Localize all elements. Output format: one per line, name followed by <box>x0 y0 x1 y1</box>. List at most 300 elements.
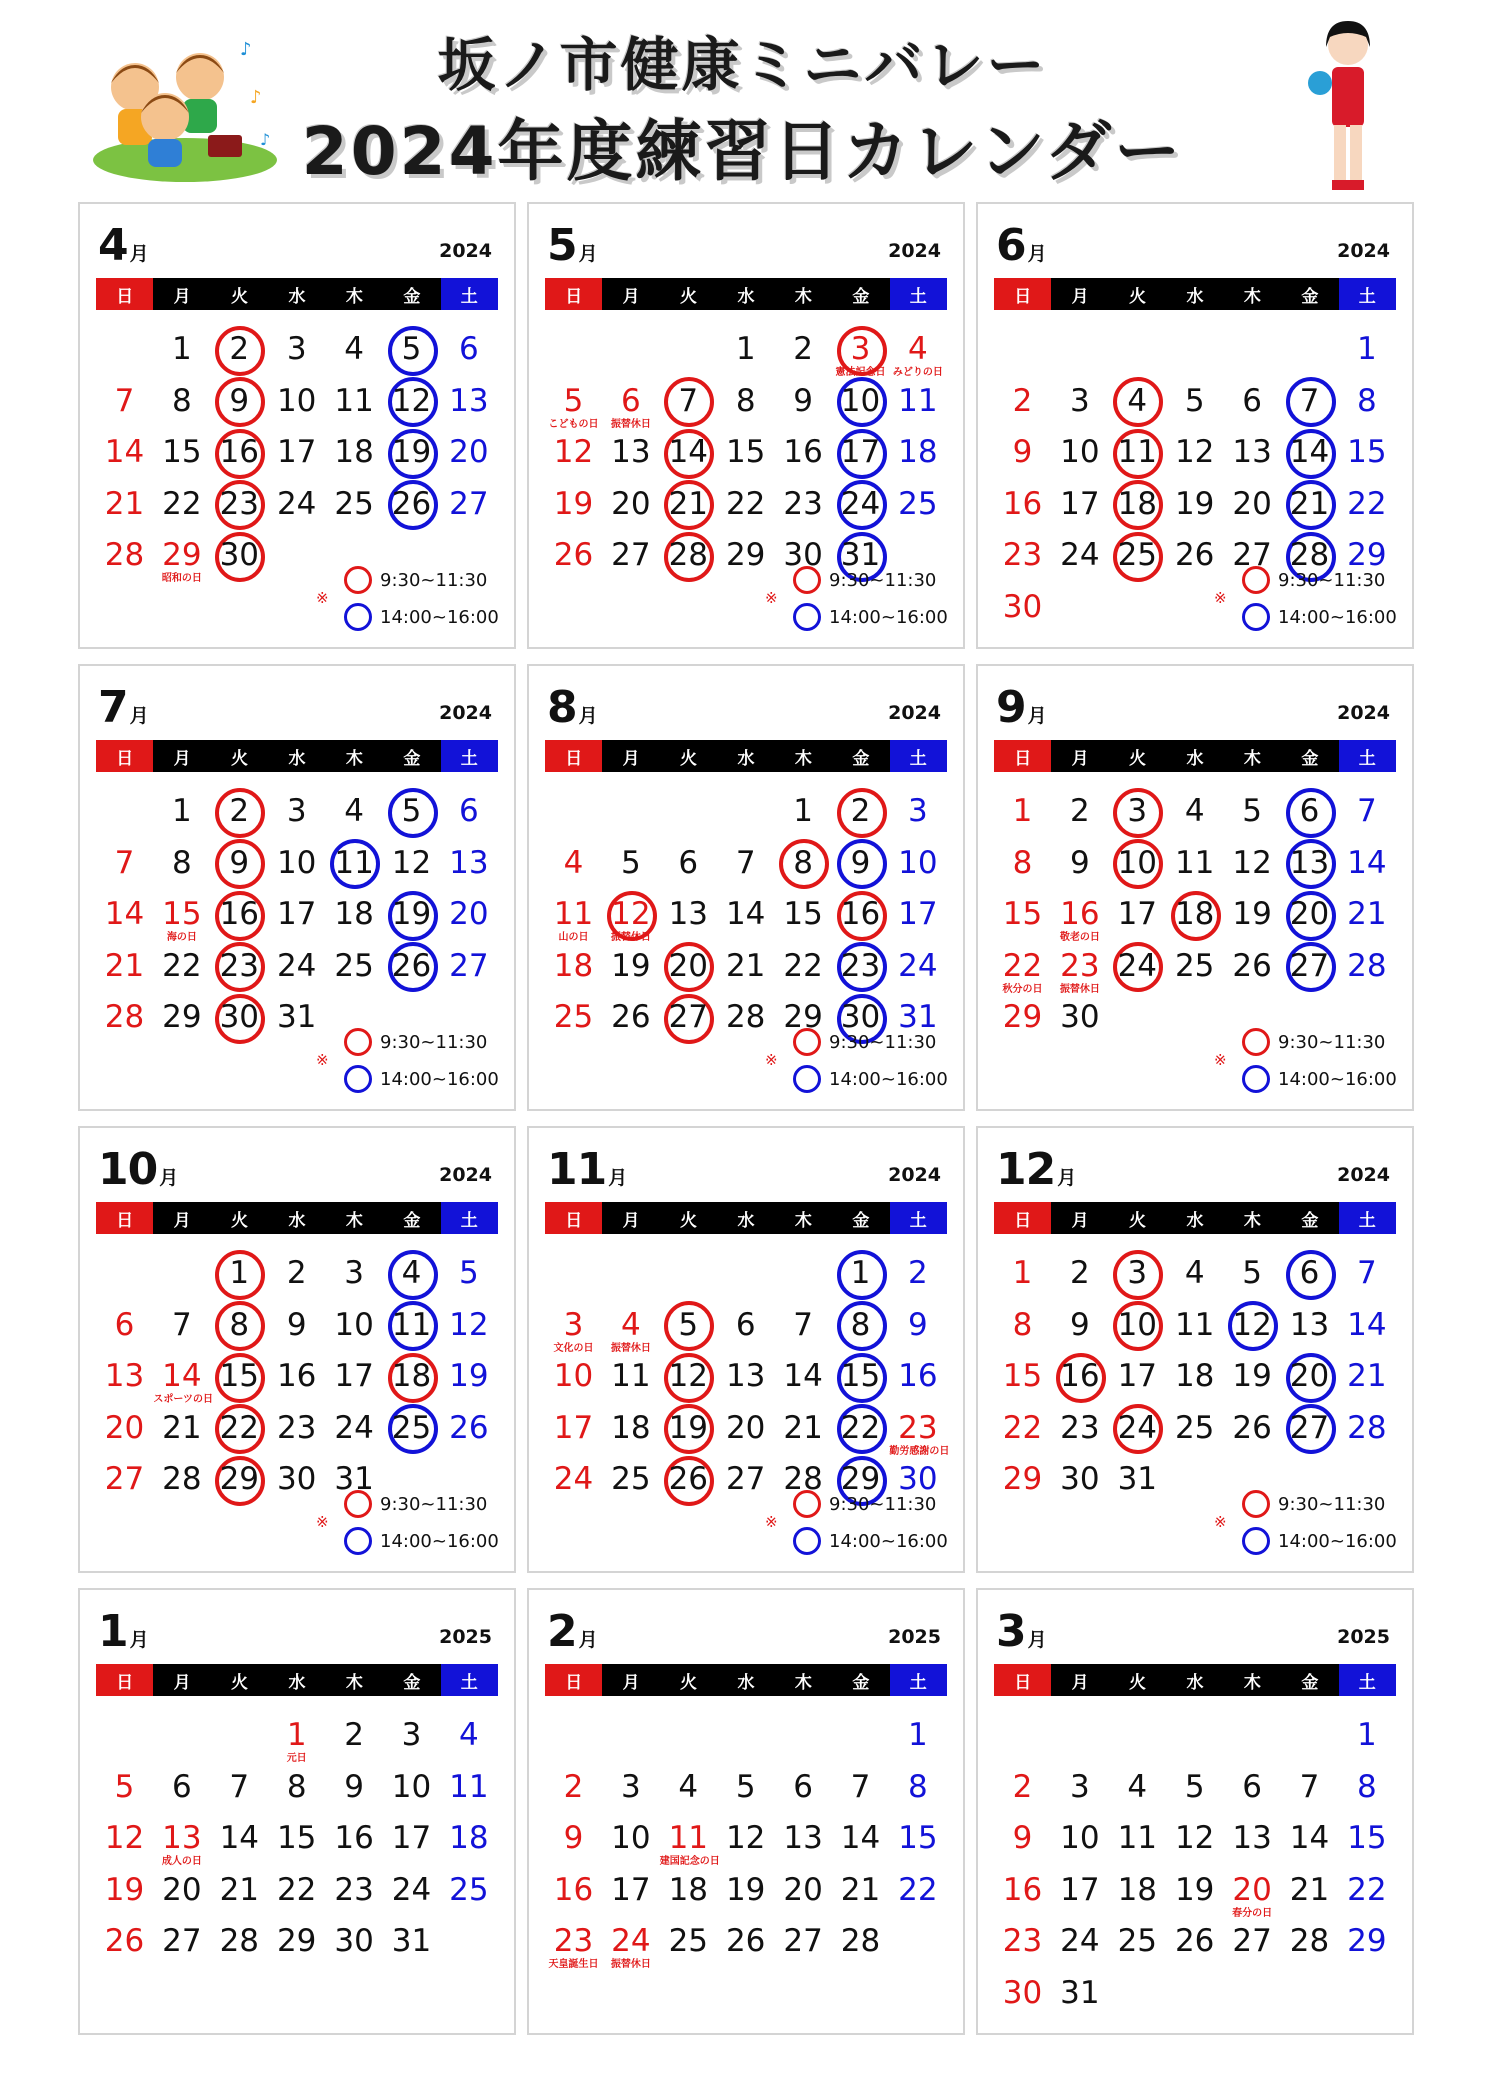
day-number: 27 <box>1289 947 1330 984</box>
weekday-label: 水 <box>268 1664 325 1696</box>
day-cell <box>268 1351 325 1402</box>
day-cell <box>994 1351 1051 1402</box>
day-cell <box>1109 786 1166 837</box>
day-cell <box>211 427 268 478</box>
day-number: 6 <box>1299 793 1320 829</box>
holiday-label: 振替休日 <box>610 1342 651 1354</box>
weekday-label: 水 <box>1166 278 1223 310</box>
weekday-label: 木 <box>775 1664 832 1696</box>
day-number: 9 <box>1012 1820 1033 1857</box>
day-number: 7 <box>114 844 135 881</box>
month-title <box>547 682 598 732</box>
day-cell <box>1281 1300 1338 1351</box>
day-number: 23 <box>553 1923 594 1960</box>
day-number: 9 <box>229 844 250 881</box>
day-cell <box>889 427 946 478</box>
day-cell <box>383 1300 440 1351</box>
legend-morning <box>1242 1025 1385 1059</box>
header <box>0 0 1485 200</box>
weekday-label: 火 <box>1109 740 1166 772</box>
day-cell <box>717 1300 774 1351</box>
holiday-label: 春分の日 <box>1232 1907 1273 1919</box>
day-cell <box>211 889 268 940</box>
svg-text:♪: ♪ <box>240 39 252 60</box>
day-number: 26 <box>449 1409 489 1446</box>
day-number: 9 <box>563 1820 584 1857</box>
day-cell <box>1281 1248 1338 1299</box>
month-calendar <box>976 1126 1414 1573</box>
day-number: 30 <box>783 537 823 574</box>
weekday-label: 土 <box>890 1202 947 1234</box>
month-calendar <box>78 1588 516 2035</box>
day-cell <box>96 1813 153 1864</box>
holiday-label: みどりの日 <box>892 367 943 378</box>
afternoon-time: 14:00~16:00 <box>1278 1068 1397 1090</box>
day-cell <box>1166 889 1223 940</box>
holiday-label: 天皇誕生日 <box>548 1959 599 1971</box>
day-cell <box>153 1865 210 1916</box>
weekday-header <box>545 278 947 310</box>
month-calendar <box>976 664 1414 1111</box>
day-cell <box>268 479 325 530</box>
day-cell <box>268 1403 325 1454</box>
day-cell <box>832 941 889 992</box>
note-mark: ※ <box>1214 1513 1227 1531</box>
day-cell <box>602 1403 659 1454</box>
day-cell <box>153 530 210 585</box>
weekday-label: 木 <box>326 278 383 310</box>
weekday-label: 日 <box>545 740 602 772</box>
day-number: 19 <box>1232 896 1272 933</box>
day-cell <box>775 324 832 375</box>
day-cell <box>775 1300 832 1351</box>
day-cell <box>602 1813 659 1864</box>
day-cell <box>832 1865 889 1916</box>
day-number: 7 <box>1357 793 1377 829</box>
day-cell <box>1051 941 1108 995</box>
weekday-label: 月 <box>602 740 659 772</box>
day-number: 24 <box>840 485 881 522</box>
day-number: 4 <box>344 793 364 829</box>
note-mark: ※ <box>1214 589 1227 607</box>
day-cell <box>326 1351 383 1402</box>
day-number: 30 <box>1060 1461 1100 1498</box>
weekday-label: 金 <box>832 278 889 310</box>
time-legend <box>1202 563 1402 637</box>
day-cell <box>1224 1813 1281 1864</box>
weekday-label: 月 <box>602 1664 659 1696</box>
day-cell <box>1166 1403 1223 1454</box>
day-number: 28 <box>668 537 709 574</box>
day-cell <box>1051 1351 1108 1402</box>
day-number: 28 <box>104 999 145 1036</box>
day-cell <box>211 1865 268 1916</box>
day-number: 21 <box>1347 896 1387 933</box>
day-number: 15 <box>1347 434 1387 471</box>
day-number: 4 <box>1184 793 1205 829</box>
day-cell <box>268 889 325 940</box>
weekday-label: 火 <box>211 1202 268 1234</box>
day-cell <box>1224 786 1281 837</box>
day-number: 22 <box>276 1871 317 1908</box>
legend-morning <box>344 563 487 597</box>
day-cell <box>994 376 1051 427</box>
day-cell <box>1051 1248 1108 1299</box>
time-legend <box>753 563 953 637</box>
month-number: 8 <box>547 682 577 733</box>
day-cell <box>1166 1916 1223 1967</box>
day-cell <box>1166 1865 1223 1916</box>
day-number: 12 <box>104 1820 145 1857</box>
day-cell <box>994 1454 1051 1505</box>
day-cell <box>211 941 268 992</box>
weekday-label: 水 <box>268 740 325 772</box>
day-number: 10 <box>898 844 938 881</box>
weekday-label: 火 <box>1109 278 1166 310</box>
legend-afternoon <box>793 1062 948 1096</box>
day-number: 10 <box>1117 844 1158 881</box>
day-number: 23 <box>840 947 881 984</box>
day-cell <box>545 1865 602 1916</box>
blue-circle-icon <box>1242 1065 1270 1093</box>
weekday-label: 水 <box>717 740 774 772</box>
day-cell <box>832 1813 889 1864</box>
weekday-label: 木 <box>775 278 832 310</box>
month-calendar <box>976 202 1414 649</box>
day-cell <box>153 941 210 992</box>
note-mark: ※ <box>316 589 329 607</box>
day-number: 27 <box>162 1923 202 1960</box>
day-cell <box>717 1865 774 1916</box>
day-number: 19 <box>668 1409 709 1446</box>
holiday-label: 元日 <box>286 1753 307 1764</box>
day-cell <box>1224 1248 1281 1299</box>
day-cell <box>602 941 659 992</box>
day-number: 16 <box>553 1871 594 1908</box>
day-number: 12 <box>1232 1306 1272 1343</box>
weekday-label: 月 <box>153 278 210 310</box>
month-number: 5 <box>547 220 577 271</box>
day-cell <box>1051 1762 1108 1813</box>
month-suffix: 月 <box>129 243 149 265</box>
day-number: 27 <box>449 485 489 522</box>
day-number: 3 <box>1127 1255 1148 1291</box>
day-number: 9 <box>908 1306 928 1343</box>
day-number: 30 <box>219 537 260 574</box>
day-cell <box>1051 1454 1108 1505</box>
day-number: 2 <box>1070 793 1090 829</box>
legend-afternoon <box>1242 600 1397 634</box>
day-number: 18 <box>611 1409 651 1446</box>
day-number: 11 <box>1117 1820 1158 1857</box>
day-number: 29 <box>840 1461 881 1498</box>
weekday-label: 月 <box>153 1202 210 1234</box>
month-calendar <box>78 1126 516 1573</box>
year-label: 2024 <box>439 702 492 724</box>
day-number: 28 <box>1289 1923 1330 1960</box>
day-cell <box>602 479 659 530</box>
note-mark: ※ <box>316 1051 329 1069</box>
month-calendar <box>78 664 516 1111</box>
day-number: 5 <box>1242 1255 1262 1291</box>
day-number: 7 <box>1357 1255 1377 1291</box>
day-number: 12 <box>1174 434 1215 471</box>
day-number: 13 <box>668 896 709 933</box>
day-cell <box>1051 479 1108 530</box>
day-number: 17 <box>1117 1358 1158 1395</box>
day-cell <box>602 838 659 889</box>
day-cell <box>96 1454 153 1505</box>
weekday-label: 金 <box>383 278 440 310</box>
weekday-label: 土 <box>890 740 947 772</box>
month-title <box>98 220 149 270</box>
day-number: 5 <box>1242 793 1262 829</box>
day-cell <box>1281 427 1338 478</box>
day-cell <box>889 1300 946 1351</box>
weekday-label: 水 <box>717 1202 774 1234</box>
day-number: 1 <box>172 793 192 829</box>
day-cell <box>1281 941 1338 992</box>
weekday-label: 月 <box>602 278 659 310</box>
day-cell <box>96 1762 153 1813</box>
day-cell <box>545 376 602 430</box>
day-cell <box>1338 1403 1395 1454</box>
blue-circle-icon <box>344 603 372 631</box>
day-cell <box>889 838 946 889</box>
day-cell <box>1051 838 1108 889</box>
blue-circle-icon <box>1242 603 1270 631</box>
day-number: 24 <box>276 485 317 522</box>
day-cell <box>660 376 717 427</box>
day-number: 3 <box>621 1768 641 1805</box>
day-cell <box>545 992 602 1043</box>
day-number: 5 <box>1184 1768 1205 1805</box>
time-legend <box>753 1025 953 1099</box>
legend-afternoon <box>344 600 499 634</box>
day-number: 3 <box>344 1255 364 1291</box>
weekday-label: 火 <box>660 278 717 310</box>
day-number: 22 <box>162 947 202 984</box>
day-cell <box>383 1813 440 1864</box>
day-number: 13 <box>162 1820 202 1857</box>
day-number: 16 <box>1060 1358 1100 1395</box>
weekday-label: 水 <box>268 278 325 310</box>
day-cell <box>1224 376 1281 427</box>
legend-afternoon <box>1242 1524 1397 1558</box>
day-number: 3 <box>286 331 307 367</box>
afternoon-time: 14:00~16:00 <box>1278 1530 1397 1552</box>
day-number: 22 <box>1002 947 1043 984</box>
day-number: 14 <box>1347 1306 1387 1343</box>
day-cell <box>383 786 440 837</box>
month-suffix: 月 <box>578 1629 598 1651</box>
day-number: 1 <box>1357 1717 1377 1753</box>
day-cell <box>211 1454 268 1505</box>
day-number: 20 <box>1289 896 1330 933</box>
day-cell <box>1051 1968 1108 2019</box>
day-number: 2 <box>1012 382 1033 419</box>
month-calendar <box>78 202 516 649</box>
day-number: 28 <box>1347 947 1387 984</box>
day-cell <box>1281 838 1338 889</box>
day-cell <box>889 1762 946 1813</box>
day-cell <box>994 1762 1051 1813</box>
day-number: 19 <box>725 1871 766 1908</box>
day-number: 22 <box>1002 1409 1043 1446</box>
day-number: 31 <box>1117 1461 1158 1498</box>
red-circle-icon <box>344 566 372 594</box>
day-number: 24 <box>334 1409 374 1446</box>
day-cell <box>1051 427 1108 478</box>
month-title <box>996 1144 1076 1194</box>
day-cell <box>1338 1300 1395 1351</box>
day-number: 14 <box>783 1358 823 1395</box>
day-number: 23 <box>898 1409 938 1446</box>
day-number: 18 <box>449 1820 489 1857</box>
month-suffix: 月 <box>608 1167 628 1189</box>
day-cell <box>1109 376 1166 427</box>
holiday-label: 秋分の日 <box>1002 983 1043 995</box>
day-number: 21 <box>668 485 709 522</box>
day-number: 26 <box>104 1923 145 1960</box>
weekday-label: 火 <box>660 740 717 772</box>
day-number: 17 <box>1060 1871 1100 1908</box>
day-number: 9 <box>286 1306 307 1343</box>
day-number: 21 <box>1289 485 1330 522</box>
day-number: 3 <box>850 331 871 367</box>
day-number: 31 <box>391 1923 432 1960</box>
day-number: 8 <box>793 844 813 881</box>
weekday-label: 月 <box>1051 278 1108 310</box>
day-cell <box>775 889 832 940</box>
day-cell <box>326 1762 383 1813</box>
day-number: 18 <box>334 896 374 933</box>
day-number: 18 <box>1174 1358 1215 1395</box>
day-cell <box>326 786 383 837</box>
day-number: 15 <box>162 434 202 471</box>
day-cell <box>832 479 889 530</box>
legend-afternoon <box>793 600 948 634</box>
day-cell <box>832 1762 889 1813</box>
day-cell <box>96 889 153 940</box>
day-cell <box>211 992 268 1043</box>
red-circle-icon <box>344 1028 372 1056</box>
day-cell <box>994 992 1051 1043</box>
weekday-label: 木 <box>326 740 383 772</box>
day-cell <box>211 838 268 889</box>
weekday-label: 金 <box>1281 278 1338 310</box>
day-number: 11 <box>898 382 938 419</box>
morning-time: 9:30~11:30 <box>829 569 937 591</box>
month-suffix: 月 <box>1057 1167 1077 1189</box>
day-cell <box>717 479 774 530</box>
day-number: 24 <box>611 1923 651 1960</box>
day-number: 10 <box>553 1358 594 1395</box>
day-cell <box>326 479 383 530</box>
day-cell <box>1051 1403 1108 1454</box>
day-cell <box>1166 376 1223 427</box>
day-cell <box>832 838 889 889</box>
day-cell <box>994 941 1051 995</box>
day-number: 19 <box>1174 1871 1215 1908</box>
day-cell <box>153 479 210 530</box>
day-cell <box>383 1710 440 1761</box>
day-cell <box>1281 479 1338 530</box>
day-cell <box>775 1813 832 1864</box>
day-cell <box>326 324 383 375</box>
day-cell <box>96 838 153 889</box>
day-number: 20 <box>668 947 709 984</box>
weekday-label: 日 <box>545 1202 602 1234</box>
weekday-label: 水 <box>1166 740 1223 772</box>
day-number: 18 <box>553 947 594 984</box>
month-number: 11 <box>547 1144 607 1195</box>
legend-afternoon <box>344 1524 499 1558</box>
day-number: 8 <box>735 382 756 419</box>
day-cell <box>889 479 946 530</box>
day-number: 11 <box>334 844 374 881</box>
day-number: 17 <box>1060 485 1100 522</box>
day-cell <box>1224 1403 1281 1454</box>
day-number: 28 <box>162 1461 202 1498</box>
day-cell <box>717 427 774 478</box>
day-cell <box>1109 1403 1166 1454</box>
day-cell <box>660 1351 717 1402</box>
day-number: 22 <box>783 947 823 984</box>
holiday-label: スポーツの日 <box>153 1394 213 1406</box>
day-cell <box>660 889 717 940</box>
day-cell <box>994 786 1051 837</box>
day-number: 28 <box>104 537 145 574</box>
day-number: 6 <box>793 1768 813 1805</box>
day-number: 26 <box>1174 537 1215 574</box>
weekday-label: 土 <box>441 278 498 310</box>
day-number: 17 <box>334 1358 374 1395</box>
holiday-label: 憲法記念日 <box>835 367 886 378</box>
day-number: 12 <box>668 1358 709 1395</box>
day-cell <box>440 1865 497 1916</box>
day-number: 15 <box>1002 1358 1043 1395</box>
day-number: 20 <box>611 485 651 522</box>
day-number: 6 <box>459 793 479 829</box>
weekday-label: 火 <box>1109 1202 1166 1234</box>
day-cell <box>545 530 602 581</box>
day-number: 7 <box>229 1768 250 1805</box>
holiday-label: 昭和の日 <box>161 573 202 585</box>
weekday-label: 日 <box>96 1664 153 1696</box>
day-number: 22 <box>1347 1871 1387 1908</box>
year-label: 2024 <box>439 240 492 262</box>
month-title <box>547 1144 627 1194</box>
weekday-label: 日 <box>545 278 602 310</box>
day-number: 31 <box>334 1461 374 1498</box>
day-number: 22 <box>840 1409 881 1446</box>
time-legend <box>304 563 504 637</box>
day-number: 14 <box>104 434 145 471</box>
day-number: 21 <box>162 1409 202 1446</box>
month-title <box>996 1606 1047 1656</box>
blue-circle-icon <box>344 1065 372 1093</box>
day-number: 25 <box>1117 537 1158 574</box>
red-circle-icon <box>1242 1490 1270 1518</box>
red-circle-icon <box>1242 1028 1270 1056</box>
day-cell <box>717 1916 774 1967</box>
day-cell <box>1281 889 1338 940</box>
legend-morning <box>1242 1487 1385 1521</box>
day-number: 13 <box>449 844 489 881</box>
day-cell <box>1338 1813 1395 1864</box>
day-cell <box>153 889 210 944</box>
